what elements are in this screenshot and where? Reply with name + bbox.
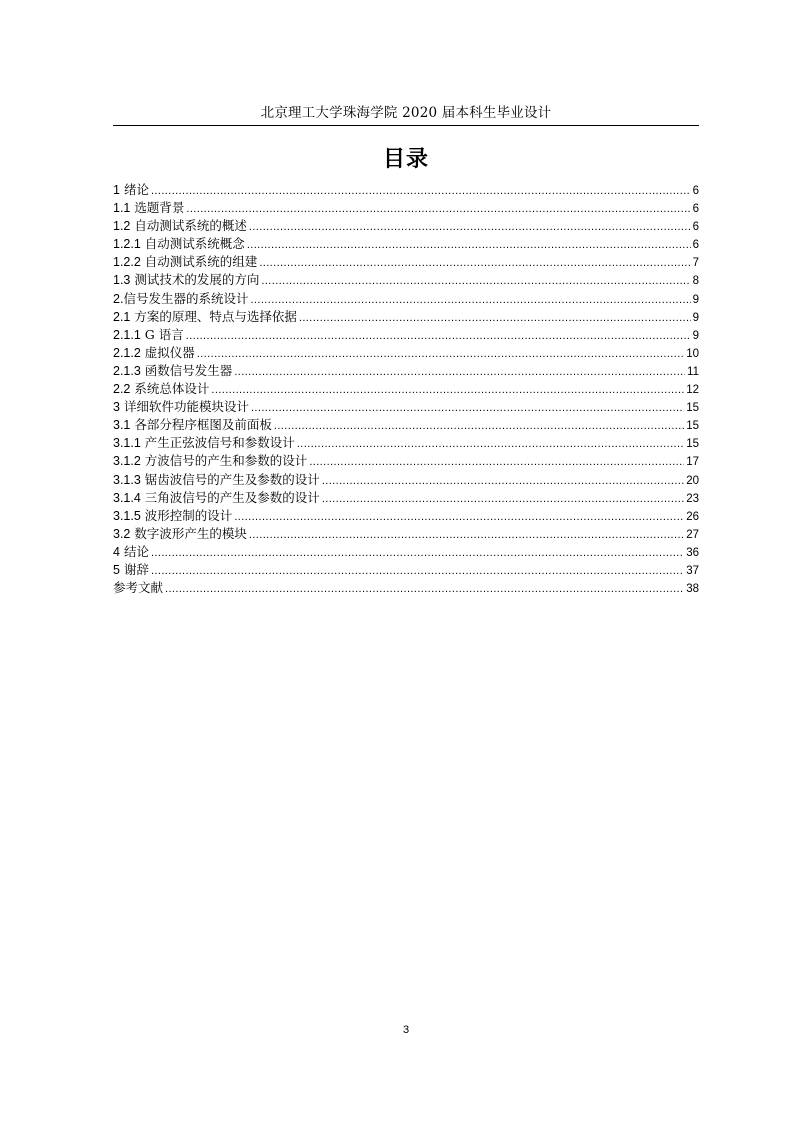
toc-dot-leader: [250, 291, 690, 309]
toc-entry-page: 23: [686, 492, 699, 505]
toc-entry-label: [113, 543, 149, 561]
toc-entry-number: 2.1.2: [113, 345, 141, 360]
toc-entry-text: 绪论: [123, 182, 149, 197]
toc-entry[interactable]: [113, 507, 699, 525]
toc-entry-label: [113, 290, 248, 308]
toc-entry-number: 5: [113, 562, 120, 577]
toc-entry[interactable]: [113, 253, 699, 271]
toc-entry-label: [113, 380, 209, 398]
toc-entry-label: [113, 217, 247, 235]
toc-entry-page: 15: [686, 402, 699, 415]
toc-entry-label: [113, 362, 232, 380]
toc-entry-page: 27: [686, 528, 699, 541]
toc-entry-page: 26: [686, 510, 699, 523]
toc-entry-number: 3.1: [113, 418, 131, 433]
toc-entry-page: 15: [686, 438, 699, 451]
toc-entry-page: 9: [692, 311, 699, 324]
toc-entry[interactable]: [113, 452, 699, 470]
toc-entry-label: [113, 579, 163, 597]
toc-entry-label: [113, 344, 195, 362]
toc-entry-text: 数字波形产生的模块: [134, 525, 247, 541]
toc-entry-number: 3.2: [113, 526, 131, 541]
toc-entry-page: 36: [686, 546, 699, 559]
toc-entry-number: 1.3: [113, 273, 131, 288]
toc-entry-label: [113, 561, 149, 579]
toc-dot-leader: [297, 435, 684, 453]
toc-entry[interactable]: [113, 344, 699, 362]
toc-entry[interactable]: [113, 471, 699, 489]
page-title: 目录: [382, 147, 429, 172]
toc-entry-label: [113, 181, 149, 199]
toc-dot-leader: [322, 472, 684, 490]
toc-entry-label: [113, 489, 320, 507]
toc-entry-label: [113, 452, 307, 470]
toc-entry-number: 3.1.4: [113, 490, 141, 505]
toc-entry-number: 3: [113, 400, 120, 415]
toc-entry-number: 2.1.1: [113, 327, 141, 342]
toc-entry[interactable]: [113, 561, 699, 579]
toc-dot-leader: [274, 417, 684, 435]
toc-entry-text: 三角波信号的产生及参数的设计: [144, 489, 320, 505]
toc-entry-number: 2.2: [113, 382, 131, 397]
toc-entry[interactable]: [113, 217, 699, 235]
toc-entry-label: [113, 308, 297, 326]
toc-entry-text: 锯齿波信号的产生及参数的设计: [144, 471, 320, 487]
toc-entry-text: 谢辞: [123, 561, 149, 577]
toc-entry-text: 选题背景: [134, 200, 185, 216]
toc-entry-page: 6: [692, 203, 699, 216]
toc-entry[interactable]: [113, 362, 699, 380]
toc-dot-leader: [322, 490, 684, 508]
toc-dot-leader: [234, 363, 685, 381]
toc-dot-leader: [186, 327, 691, 345]
toc-entry[interactable]: [113, 199, 699, 217]
toc-entry-label: [113, 271, 259, 289]
toc-entry-number: 1.2.1: [113, 237, 141, 252]
toc-entry-number: 1: [113, 183, 120, 197]
toc-entry-number: 3.1.5: [113, 508, 141, 523]
toc-entry-number: 3.1.1: [113, 436, 141, 451]
toc-entry-text: 方波信号的产生和参数的设计: [144, 453, 308, 469]
toc-dot-leader: [299, 309, 691, 327]
toc-entry-label: [113, 507, 232, 525]
toc-entry-label: [113, 253, 257, 271]
toc-dot-leader: [309, 453, 684, 471]
running-header: 北京理工大学珠海学院 2020 届本科生毕业设计: [260, 105, 552, 121]
toc-dot-leader: [234, 508, 684, 526]
toc-entry-text: 虚拟仪器: [144, 344, 195, 360]
toc-entry-page: 7: [692, 257, 699, 270]
page-number: 3: [402, 1024, 410, 1036]
toc-dot-leader: [247, 236, 691, 254]
toc-entry-label: [113, 471, 320, 489]
toc-entry[interactable]: [113, 326, 699, 344]
toc-entry-number: 2.1.3: [113, 363, 141, 378]
toc-dot-leader: [211, 381, 684, 399]
toc-entry[interactable]: [113, 434, 699, 452]
toc-entry-text: 波形控制的设计: [144, 507, 233, 523]
toc-entry[interactable]: [113, 489, 699, 507]
toc-entry-label: [113, 416, 272, 434]
toc-entry-label: [113, 398, 249, 416]
toc-entry-page: 38: [686, 583, 699, 596]
toc-entry[interactable]: [113, 380, 699, 398]
toc-entry-text: 测试技术的发展的方向: [134, 272, 260, 288]
toc-entry[interactable]: [113, 579, 699, 597]
toc-entry-page: 15: [686, 420, 699, 433]
toc-dot-leader: [259, 254, 690, 272]
toc-entry[interactable]: [113, 271, 699, 289]
toc-entry-number: 4: [113, 544, 120, 559]
toc-entry-page: 9: [692, 329, 699, 342]
toc-entry-number: 1.2: [113, 219, 131, 234]
toc-entry-number: 3.1.3: [113, 472, 141, 487]
toc-entry-text: 方案的原理、特点与选择依据: [134, 308, 297, 324]
toc-entry-text: 详细软件功能模块设计: [123, 399, 249, 415]
toc-entry-page: 6: [692, 239, 699, 252]
toc-entry-number: 2.1: [113, 309, 131, 324]
toc-dot-leader: [186, 200, 690, 218]
toc-entry-page: 6: [692, 185, 699, 197]
toc-entry-page: 17: [686, 456, 699, 469]
toc-entry-label: [113, 326, 184, 344]
toc-entry-page: 20: [686, 474, 699, 487]
toc-entry-page: 6: [692, 221, 699, 234]
toc-entry-page: 11: [687, 365, 699, 378]
toc-entry-text: 系统总体设计: [134, 381, 210, 397]
toc-entry[interactable]: [113, 308, 699, 326]
toc-dot-leader: [151, 182, 691, 200]
table-of-contents: [113, 181, 699, 597]
toc-entry[interactable]: [113, 235, 699, 253]
toc-entry[interactable]: [113, 398, 699, 416]
toc-entry-text: 自动测试系统的概述: [134, 218, 247, 234]
toc-entry-text: 自动测试系统概念: [144, 236, 245, 252]
toc-entry-text: 参考文献: [113, 580, 164, 596]
toc-entry-page: 9: [692, 293, 699, 306]
toc-entry[interactable]: [113, 181, 699, 199]
toc-entry[interactable]: [113, 525, 699, 543]
toc-entry-page: 10: [686, 347, 699, 360]
toc-entry-text: 函数信号发生器: [144, 362, 233, 378]
toc-entry-text: 自动测试系统的组建: [144, 254, 258, 270]
toc-dot-leader: [249, 218, 691, 236]
toc-dot-leader: [151, 562, 684, 580]
toc-entry[interactable]: [113, 290, 699, 308]
toc-entry-text: 信号发生器的系统设计: [123, 290, 249, 306]
toc-dot-leader: [249, 526, 684, 544]
toc-entry-page: 37: [686, 564, 699, 577]
toc-entry-number: 1.1: [113, 201, 131, 216]
toc-entry-text: 产生正弦波信号和参数设计: [144, 435, 295, 451]
toc-dot-leader: [251, 399, 684, 417]
toc-entry-number: 1.2.2: [113, 255, 141, 270]
header-rule: [113, 125, 699, 126]
toc-dot-leader: [165, 580, 684, 598]
toc-entry-label: [113, 235, 245, 253]
toc-entry-label: [113, 199, 184, 217]
toc-entry-page: 8: [692, 275, 699, 288]
toc-entry-text: 各部分程序框图及前面板: [134, 417, 272, 433]
toc-entry[interactable]: [113, 543, 699, 561]
toc-entry[interactable]: [113, 416, 699, 434]
toc-dot-leader: [197, 345, 684, 363]
toc-entry-number: 3.1.2: [113, 454, 141, 469]
toc-entry-number: 2.: [113, 291, 124, 306]
toc-entry-label: [113, 525, 247, 543]
toc-entry-page: 12: [686, 384, 699, 397]
toc-entry-text: G 语言: [144, 326, 184, 342]
toc-dot-leader: [261, 272, 690, 290]
toc-dot-leader: [151, 544, 684, 562]
toc-entry-label: [113, 434, 295, 452]
toc-entry-text: 结论: [123, 543, 149, 559]
